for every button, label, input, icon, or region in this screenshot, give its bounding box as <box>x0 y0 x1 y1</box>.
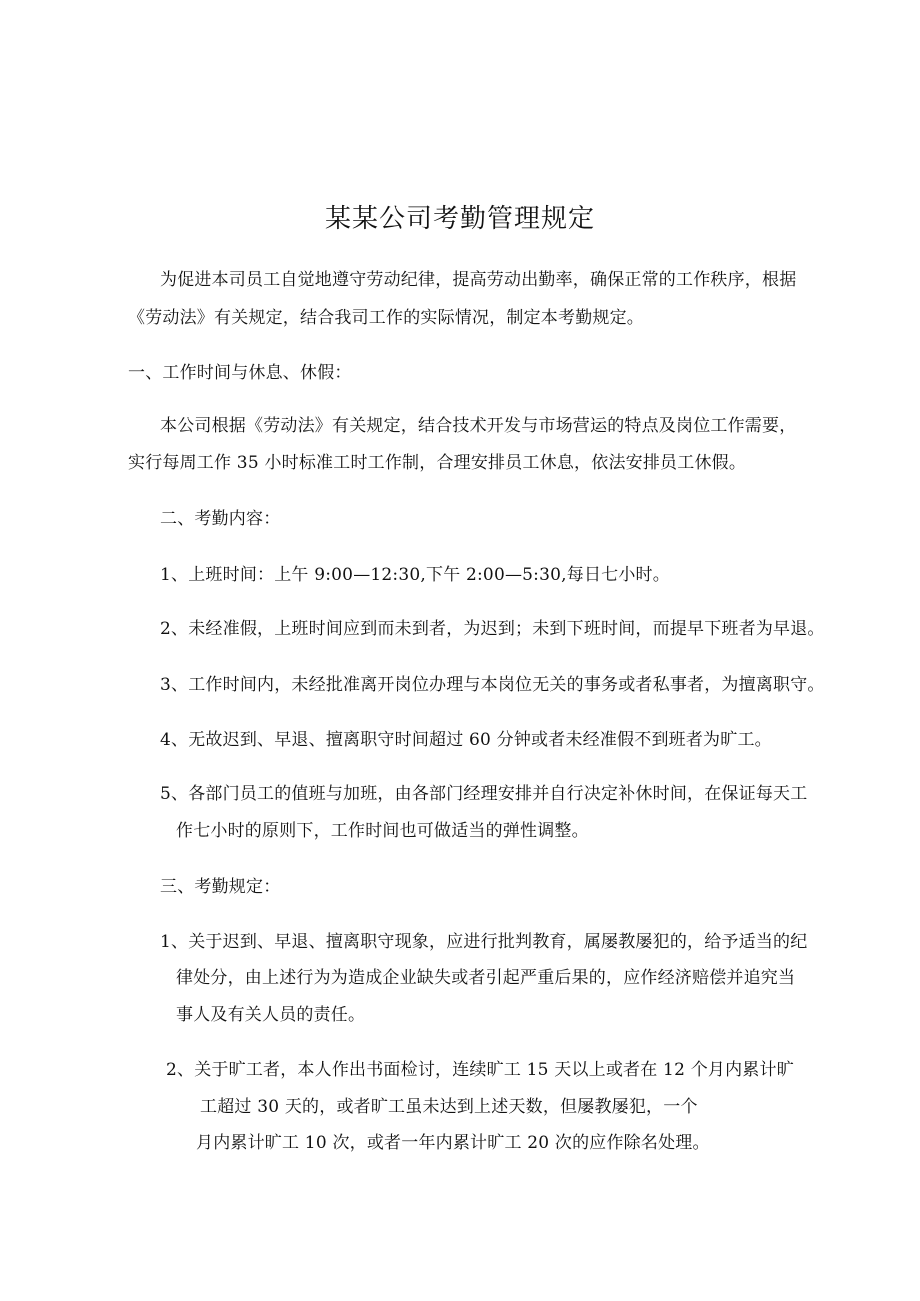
section-3-heading: 三、考勤规定： <box>160 877 281 897</box>
section-1-body-line-2: 实行每周工作 35 小时标准工时工作制，合理安排员工休息，依法安排员工休假。 <box>128 453 747 473</box>
section-2-item-3: 3、工作时间内，未经批准离开岗位办理与本岗位无关的事务或者私事者，为擅离职守。 <box>160 675 825 695</box>
section-2-item-1: 1、上班时间：上午 9:00—12:30,下午 2:00—5:30,每日七小时。 <box>160 565 670 585</box>
section-3-item-1-line-1: 1、关于迟到、早退、擅离职守现象，应进行批判教育，属屡教屡犯的，给予适当的纪 <box>160 932 808 952</box>
document-title: 某某公司考勤管理规定 <box>324 204 595 234</box>
section-2-item-5-line-1: 5、各部门员工的值班与加班，由各部门经理安排并自行决定补休时间，在保证每天工 <box>160 784 808 804</box>
section-2-heading: 二、考勤内容： <box>160 509 281 529</box>
intro-line-2: 《劳动法》有关规定，结合我司工作的实际情况，制定本考勤规定。 <box>128 308 644 328</box>
section-3-item-1-line-2: 律处分，由上述行为为造成企业缺失或者引起严重后果的，应作经济赔偿并追究当 <box>176 968 796 988</box>
section-2-item-2: 2、未经准假，上班时间应到而未到者，为迟到；未到下班时间，而提早下班者为早退。 <box>160 619 825 639</box>
section-1-body-line-1: 本公司根据《劳动法》有关规定，结合技术开发与市场营运的特点及岗位工作需要， <box>160 416 797 436</box>
section-2-item-5-line-2: 作七小时的原则下，工作时间也可做适当的弹性调整。 <box>176 821 589 841</box>
section-3-item-2-line-2: 工超过 30 天的，或者旷工虽未达到上述天数，但屡教屡犯，一个 <box>200 1097 698 1117</box>
section-3-item-2-line-3: 月内累计旷工 10 次，或者一年内累计旷工 20 次的应作除名处理。 <box>196 1133 710 1153</box>
section-3-item-1-line-3: 事人及有关人员的责任。 <box>176 1005 366 1025</box>
intro-line-1: 为促进本司员工自觉地遵守劳动纪律，提高劳动出勤率，确保正常的工作秩序，根据 <box>160 270 797 290</box>
section-1-heading: 一、工作时间与休息、休假： <box>128 363 352 383</box>
section-2-item-4: 4、无故迟到、早退、擅离职守时间超过 60 分钟或者未经准假不到班者为旷工。 <box>160 730 772 750</box>
section-3-item-2-line-1: 2、关于旷工者，本人作出书面检讨，连续旷工 15 天以上或者在 12 个月内累计旷 <box>166 1060 794 1080</box>
